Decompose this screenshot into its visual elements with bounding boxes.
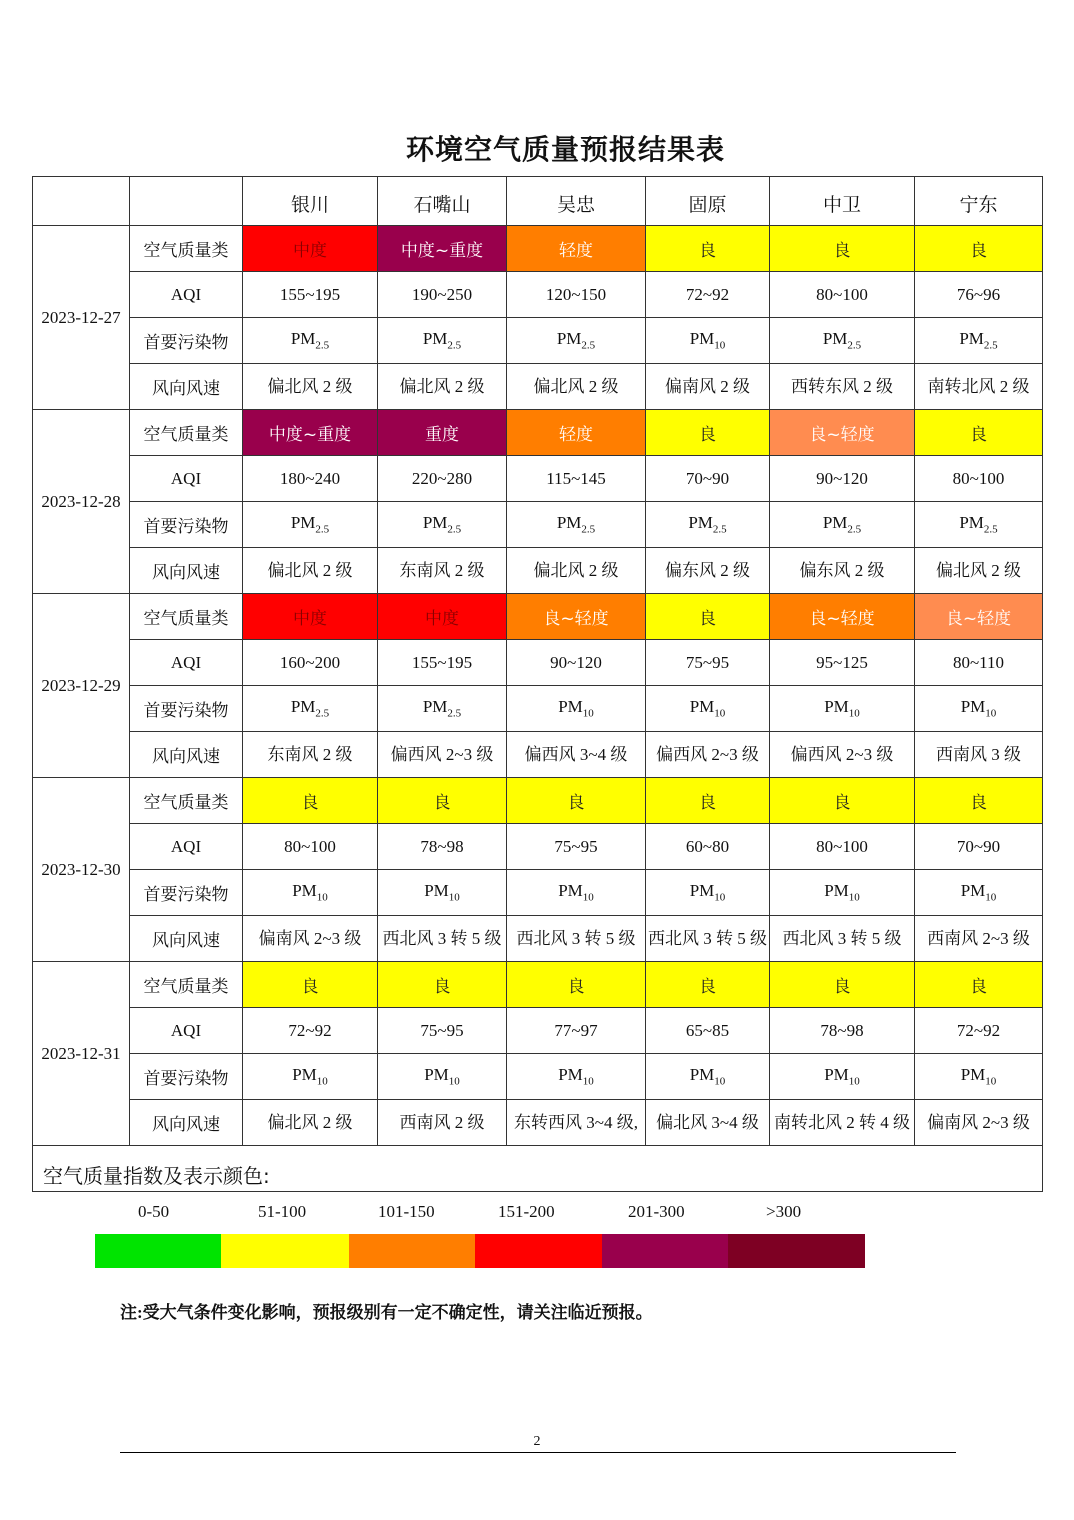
quality-level-cell: 良: [646, 778, 770, 824]
pollutant-size: 2.5: [315, 339, 330, 352]
quality-level-cell: 良: [770, 226, 915, 272]
row-pollutant: [33, 686, 1043, 732]
pollutant-cell: [243, 686, 378, 732]
pollutant-cell: [915, 502, 1043, 548]
wind-cell: 西南风 3 级: [915, 732, 1043, 778]
wind-cell: 西北风 3 转 5 级: [378, 916, 507, 962]
quality-level-cell: 中度~重度: [378, 226, 507, 272]
pollutant-name: PM: [960, 881, 986, 901]
pollutant-cell: [243, 870, 378, 916]
page-number: 2: [533, 1434, 541, 1449]
row-label: 首要污染物: [130, 502, 243, 548]
row-label: 风向风速: [130, 916, 243, 962]
pollutant-size: 10: [714, 891, 726, 904]
date-cell: 2023-12-31: [33, 962, 130, 1146]
quality-level-cell: 良: [378, 962, 507, 1008]
legend-label: 51-100: [258, 1202, 307, 1221]
aqi-cell: 115~145: [507, 456, 646, 502]
quality-level-cell: 良: [915, 410, 1043, 456]
wind-cell: 偏东风 2 级: [770, 548, 915, 594]
quality-level-cell: 轻度: [507, 226, 646, 272]
quality-level-cell: 轻度: [507, 410, 646, 456]
legend-color-swatch: [602, 1234, 728, 1268]
pollutant-size: 2.5: [581, 523, 596, 536]
city-header: 吴忠: [507, 177, 646, 226]
row-label: 风向风速: [130, 364, 243, 410]
quality-level-cell: 良~轻度: [770, 410, 915, 456]
pollutant-cell: [507, 318, 646, 364]
pollutant-cell: [507, 1054, 646, 1100]
pollutant-size: 10: [714, 707, 726, 720]
quality-level-cell: 良~轻度: [770, 594, 915, 640]
pollutant-name: PM: [689, 881, 715, 901]
pollutant-name: PM: [556, 329, 582, 349]
pollutant-size: 10: [985, 707, 997, 720]
aqi-cell: 180~240: [243, 456, 378, 502]
pollutant-cell: [243, 1054, 378, 1100]
row-wind: [33, 732, 1043, 778]
pollutant-name: PM: [959, 513, 984, 533]
row-pollutant: [33, 502, 1043, 548]
pollutant-cell: [378, 1054, 507, 1100]
pollutant-size: 2.5: [447, 523, 462, 536]
row-label: 首要污染物: [130, 686, 243, 732]
pollutant-name: PM: [422, 697, 448, 717]
pollutant-size: 10: [582, 1075, 594, 1088]
row-label: AQI: [130, 640, 243, 686]
date-cell: 2023-12-29: [33, 594, 130, 778]
row-aqi: [33, 640, 1043, 686]
wind-cell: 偏西风 2~3 级: [646, 732, 770, 778]
pollutant-name: PM: [960, 1065, 986, 1085]
aqi-cell: 72~92: [243, 1008, 378, 1054]
disclaimer-note: 注:受大气条件变化影响，预报级别有一定不确定性，请关注临近预报。: [120, 1303, 653, 1322]
pollutant-size: 10: [316, 1075, 328, 1088]
aqi-cell: 78~98: [378, 824, 507, 870]
legend-label: >300: [766, 1202, 802, 1221]
row-aqi: [33, 456, 1043, 502]
pollutant-cell: [770, 1054, 915, 1100]
aqi-cell: 80~110: [915, 640, 1043, 686]
pollutant-cell: [915, 318, 1043, 364]
wind-cell: 偏西风 3~4 级: [507, 732, 646, 778]
row-label: 首要污染物: [130, 1054, 243, 1100]
row-aqi: [33, 1008, 1043, 1054]
aqi-cell: 75~95: [507, 824, 646, 870]
row-label: 风向风速: [130, 1100, 243, 1146]
pollutant-name: PM: [688, 513, 713, 533]
wind-cell: 西北风 3 转 5 级: [770, 916, 915, 962]
pollutant-size: 2.5: [447, 339, 462, 352]
legend-label: 0-50: [138, 1202, 170, 1221]
aqi-cell: 70~90: [646, 456, 770, 502]
legend-label: 101-150: [378, 1202, 435, 1221]
aqi-cell: 70~90: [915, 824, 1043, 870]
pollutant-name: PM: [424, 881, 449, 901]
pollutant-cell: [243, 502, 378, 548]
pollutant-size: 2.5: [847, 339, 862, 352]
wind-cell: 偏西风 2~3 级: [770, 732, 915, 778]
pollutant-name: PM: [822, 513, 848, 533]
quality-level-cell: 良: [770, 962, 915, 1008]
aqi-cell: 220~280: [378, 456, 507, 502]
legend-color-swatch: [349, 1234, 475, 1268]
pollutant-name: PM: [556, 513, 582, 533]
wind-cell: 偏北风 2 级: [915, 548, 1043, 594]
corner-cell: [130, 177, 243, 226]
wind-cell: 偏南风 2 级: [646, 364, 770, 410]
date-cell: 2023-12-28: [33, 410, 130, 594]
pollutant-cell: [507, 686, 646, 732]
quality-level-cell: 良: [915, 226, 1043, 272]
wind-cell: 东转西风 3~4 级,: [507, 1100, 646, 1146]
legend-color-swatch: [728, 1234, 865, 1268]
pollutant-name: PM: [424, 1065, 449, 1085]
row-pollutant: [33, 318, 1043, 364]
wind-cell: 偏南风 2~3 级: [915, 1100, 1043, 1146]
pollutant-name: PM: [292, 1065, 317, 1085]
page-title: 环境空气质量预报结果表: [405, 133, 725, 166]
row-label: AQI: [130, 1008, 243, 1054]
quality-level-cell: 中度: [243, 226, 378, 272]
wind-cell: 偏南风 2~3 级: [243, 916, 378, 962]
row-label: 风向风速: [130, 548, 243, 594]
row-quality: [33, 778, 1043, 824]
pollutant-size: 10: [985, 1075, 997, 1088]
pollutant-name: PM: [959, 329, 984, 349]
legend-label: 151-200: [498, 1202, 555, 1221]
pollutant-cell: [378, 870, 507, 916]
pollutant-cell: [770, 502, 915, 548]
quality-level-cell: 良: [646, 594, 770, 640]
legend-color-swatch: [221, 1234, 349, 1268]
city-header: 石嘴山: [378, 177, 507, 226]
quality-level-cell: 中度: [378, 594, 507, 640]
pollutant-size: 10: [985, 891, 997, 904]
pollutant-size: 10: [848, 707, 860, 720]
pollutant-cell: [770, 318, 915, 364]
legend-color-swatch: [95, 1234, 221, 1268]
row-label: 空气质量类: [130, 410, 243, 456]
quality-level-cell: 良: [378, 778, 507, 824]
wind-cell: 偏北风 2 级: [507, 548, 646, 594]
quality-level-cell: 良: [770, 778, 915, 824]
pollutant-size: 2.5: [712, 523, 727, 536]
wind-cell: 偏北风 2 级: [243, 1100, 378, 1146]
pollutant-size: 2.5: [847, 523, 862, 536]
pollutant-name: PM: [558, 697, 583, 717]
wind-cell: 偏北风 2 级: [507, 364, 646, 410]
aqi-cell: 77~97: [507, 1008, 646, 1054]
aqi-cell: 90~120: [507, 640, 646, 686]
pollutant-name: PM: [822, 329, 848, 349]
row-label: 风向风速: [130, 732, 243, 778]
pollutant-name: PM: [689, 1065, 715, 1085]
wind-cell: 偏东风 2 级: [646, 548, 770, 594]
wind-cell: 偏西风 2~3 级: [378, 732, 507, 778]
footer-rule: [120, 1452, 956, 1453]
row-quality: [33, 594, 1043, 640]
aqi-cell: 120~150: [507, 272, 646, 318]
pollutant-name: PM: [290, 697, 316, 717]
pollutant-cell: [915, 870, 1043, 916]
wind-cell: 西南风 2~3 级: [915, 916, 1043, 962]
quality-level-cell: 良: [243, 962, 378, 1008]
pollutant-size: 10: [848, 1075, 860, 1088]
pollutant-name: PM: [290, 513, 316, 533]
header-row: [33, 177, 1043, 226]
wind-cell: 偏北风 2 级: [243, 548, 378, 594]
row-aqi: [33, 824, 1043, 870]
aqi-cell: 160~200: [243, 640, 378, 686]
pollutant-size: 2.5: [983, 339, 998, 352]
pollutant-name: PM: [292, 881, 317, 901]
pollutant-size: 2.5: [315, 707, 330, 720]
aqi-cell: 80~100: [915, 456, 1043, 502]
row-label: AQI: [130, 824, 243, 870]
pollutant-cell: [507, 502, 646, 548]
row-aqi: [33, 272, 1043, 318]
aqi-cell: 95~125: [770, 640, 915, 686]
quality-level-cell: 良: [646, 226, 770, 272]
pollutant-size: 2.5: [983, 523, 998, 536]
pollutant-name: PM: [290, 329, 316, 349]
pollutant-cell: [243, 318, 378, 364]
quality-level-cell: 良: [915, 778, 1043, 824]
row-pollutant: [33, 870, 1043, 916]
wind-cell: 偏北风 3~4 级: [646, 1100, 770, 1146]
pollutant-size: 2.5: [581, 339, 596, 352]
quality-level-cell: 中度~重度: [243, 410, 378, 456]
quality-level-cell: 良~轻度: [915, 594, 1043, 640]
wind-cell: 西转东风 2 级: [770, 364, 915, 410]
pollutant-cell: [646, 502, 770, 548]
aqi-cell: 155~195: [378, 640, 507, 686]
pollutant-name: PM: [824, 697, 849, 717]
quality-level-cell: 中度: [243, 594, 378, 640]
pollutant-name: PM: [824, 881, 849, 901]
quality-level-cell: 良: [507, 962, 646, 1008]
pollutant-cell: [378, 318, 507, 364]
legend-color-swatch: [475, 1234, 602, 1268]
aqi-cell: 190~250: [378, 272, 507, 318]
aqi-cell: 72~92: [646, 272, 770, 318]
wind-cell: 东南风 2 级: [243, 732, 378, 778]
wind-cell: 东南风 2 级: [378, 548, 507, 594]
aqi-cell: 72~92: [915, 1008, 1043, 1054]
pollutant-size: 10: [582, 891, 594, 904]
row-label: 首要污染物: [130, 318, 243, 364]
city-header: 银川: [243, 177, 378, 226]
pollutant-size: 2.5: [447, 707, 462, 720]
quality-level-cell: 良~轻度: [507, 594, 646, 640]
aqi-cell: 60~80: [646, 824, 770, 870]
pollutant-cell: [646, 870, 770, 916]
date-cell: 2023-12-27: [33, 226, 130, 410]
row-wind: [33, 364, 1043, 410]
aqi-cell: 76~96: [915, 272, 1043, 318]
corner-cell: [33, 177, 130, 226]
city-header: 固原: [646, 177, 770, 226]
forecast-table: [32, 176, 1043, 1221]
pollutant-cell: [507, 870, 646, 916]
aqi-cell: 90~120: [770, 456, 915, 502]
wind-cell: 西南风 2 级: [378, 1100, 507, 1146]
aqi-cell: 80~100: [243, 824, 378, 870]
pollutant-cell: [770, 686, 915, 732]
pollutant-size: 10: [714, 1075, 726, 1088]
pollutant-size: 10: [714, 339, 726, 352]
row-quality: [33, 410, 1043, 456]
row-label: 空气质量类: [130, 226, 243, 272]
row-label: 空气质量类: [130, 778, 243, 824]
aqi-cell: 75~95: [378, 1008, 507, 1054]
pollutant-size: 10: [448, 1075, 460, 1088]
pollutant-size: 10: [848, 891, 860, 904]
row-wind: [33, 1100, 1043, 1146]
pollutant-cell: [770, 870, 915, 916]
aqi-cell: 80~100: [770, 272, 915, 318]
pollutant-cell: [646, 318, 770, 364]
pollutant-name: PM: [824, 1065, 849, 1085]
pollutant-cell: [915, 1054, 1043, 1100]
pollutant-name: PM: [422, 513, 448, 533]
wind-cell: 南转北风 2 转 4 级: [770, 1100, 915, 1146]
pollutant-name: PM: [689, 697, 715, 717]
aqi-cell: 155~195: [243, 272, 378, 318]
legend-title: 空气质量指数及表示颜色:: [43, 1164, 270, 1188]
aqi-cell: 75~95: [646, 640, 770, 686]
pollutant-cell: [378, 502, 507, 548]
city-header: 中卫: [770, 177, 915, 226]
pollutant-cell: [646, 686, 770, 732]
legend-label: 201-300: [628, 1202, 685, 1221]
row-wind: [33, 548, 1043, 594]
row-label: 首要污染物: [130, 870, 243, 916]
quality-level-cell: 重度: [378, 410, 507, 456]
quality-level-cell: 良: [507, 778, 646, 824]
wind-cell: 偏北风 2 级: [378, 364, 507, 410]
row-label: AQI: [130, 456, 243, 502]
wind-cell: 南转北风 2 级: [915, 364, 1043, 410]
quality-level-cell: 良: [243, 778, 378, 824]
city-header: 宁东: [915, 177, 1043, 226]
row-quality: [33, 226, 1043, 272]
pollutant-size: 10: [582, 707, 594, 720]
row-label: AQI: [130, 272, 243, 318]
row-label: 空气质量类: [130, 962, 243, 1008]
pollutant-name: PM: [422, 329, 448, 349]
pollutant-name: PM: [558, 881, 583, 901]
aqi-cell: 65~85: [646, 1008, 770, 1054]
quality-level-cell: 良: [915, 962, 1043, 1008]
wind-cell: 偏北风 2 级: [243, 364, 378, 410]
aqi-cell: 78~98: [770, 1008, 915, 1054]
aqi-cell: 80~100: [770, 824, 915, 870]
row-label: 空气质量类: [130, 594, 243, 640]
pollutant-size: 2.5: [315, 523, 330, 536]
row-pollutant: [33, 1054, 1043, 1100]
date-cell: 2023-12-30: [33, 778, 130, 962]
pollutant-name: PM: [689, 329, 715, 349]
pollutant-name: PM: [558, 1065, 583, 1085]
pollutant-cell: [378, 686, 507, 732]
row-wind: [33, 916, 1043, 962]
row-quality: [33, 962, 1043, 1008]
pollutant-size: 10: [448, 891, 460, 904]
quality-level-cell: 良: [646, 962, 770, 1008]
pollutant-cell: [646, 1054, 770, 1100]
quality-level-cell: 良: [646, 410, 770, 456]
pollutant-size: 10: [316, 891, 328, 904]
legend-panel: [33, 1146, 1043, 1221]
wind-cell: 西北风 3 转 5 级: [646, 916, 770, 962]
pollutant-cell: [915, 686, 1043, 732]
wind-cell: 西北风 3 转 5 级: [507, 916, 646, 962]
pollutant-name: PM: [960, 697, 986, 717]
